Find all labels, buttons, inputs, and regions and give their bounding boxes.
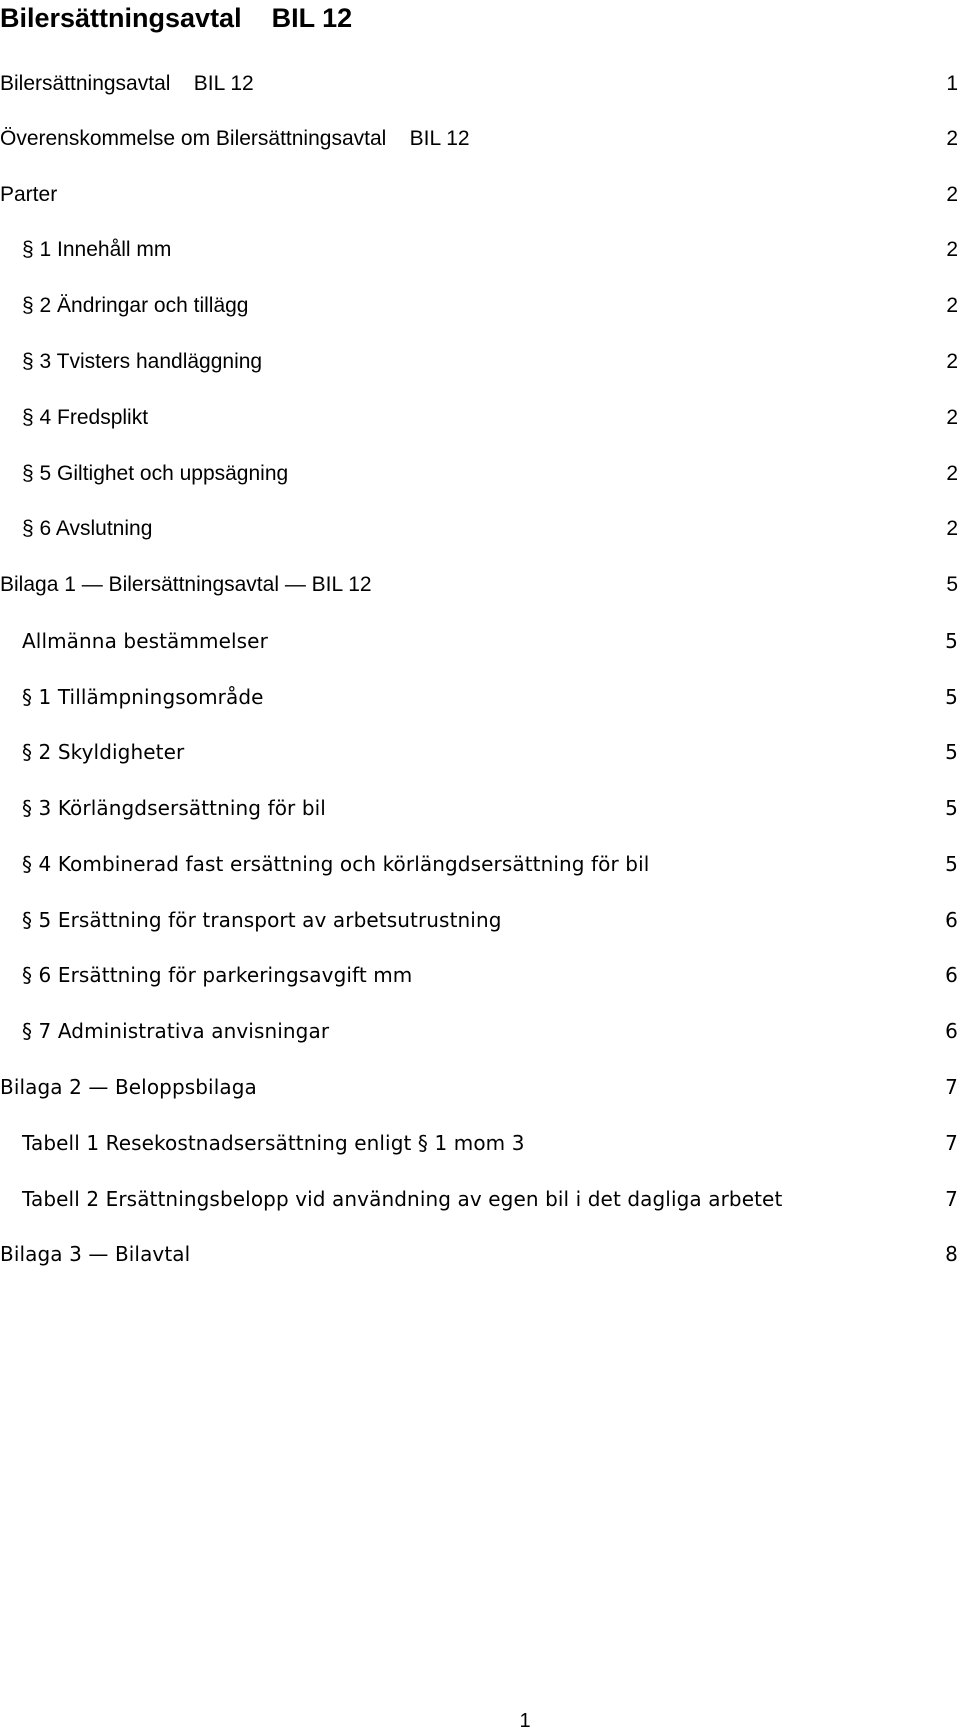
toc-entry-label: § 2 Ändringar och tillägg [22,294,249,317]
toc-entry-label: Överenskommelse om Bilersättningsavtal BIL 12 [0,127,470,150]
toc-entry-label: § 1 Tillämpningsområde [22,685,264,709]
toc-entry-label: § 6 Ersättning för parkeringsavgift mm [22,963,413,987]
toc-entry[interactable] [0,402,960,434]
toc-entry-page: 6 [945,908,958,932]
toc-entry[interactable] [0,681,960,713]
toc-entry-label: § 5 Giltighet och uppsägning [22,462,289,485]
toc-entry-label: Bilaga 3 — Bilavtal [0,1242,191,1266]
toc-entry[interactable] [0,1071,960,1103]
toc-entry-label: § 7 Administrativa anvisningar [22,1019,330,1043]
toc-entry-page: 2 [946,238,958,261]
toc-entry-label: § 3 Tvisters handläggning [22,350,263,373]
toc-entry-label: § 3 Körlängdsersättning för bil [22,796,326,820]
toc-entry-label: Tabell 1 Resekostnadsersättning enligt § 1 mom 3 [22,1131,525,1155]
toc-entry-label: Bilaga 2 — Beloppsbilaga [0,1075,257,1099]
toc-entry[interactable] [0,1127,960,1159]
toc-entry-page: 2 [946,350,958,373]
toc-entry[interactable] [0,1015,960,1047]
toc-entry-label: Bilersättningsavtal BIL 12 [0,72,254,95]
toc-entry-page: 5 [945,685,958,709]
toc-entry[interactable] [0,458,960,490]
document-title: Bilersättningsavtal BIL 12 [0,3,353,33]
toc-entry-label: § 4 Fredsplikt [22,406,149,429]
toc-entry-page: 2 [946,517,958,540]
toc-entry[interactable] [0,848,960,880]
toc-entry[interactable] [0,792,960,824]
toc-entry-label: § 4 Kombinerad fast ersättning och körlängdsersättning för bil [22,852,650,876]
toc-entry-page: 5 [945,740,958,764]
toc-entry-label: Bilaga 1 — Bilersättningsavtal — BIL 12 [0,573,372,596]
toc-entry-label: § 6 Avslutning [22,517,153,540]
toc-entry[interactable] [0,736,960,768]
toc-entry-page: 6 [945,1019,958,1043]
toc-entry-page: 5 [945,852,958,876]
toc-entry-page: 2 [946,462,958,485]
toc-entry-label: Allmänna bestämmelser [22,629,268,653]
page-number: 1 [519,1710,531,1732]
toc-entry[interactable] [0,959,960,991]
toc-entry[interactable] [0,234,960,266]
toc-entry-label: Tabell 2 Ersättningsbelopp vid användning av egen bil i det dagliga arbetet [22,1187,783,1211]
toc-entry-page: 7 [945,1131,958,1155]
toc-entry[interactable] [0,513,960,545]
toc-entry-label: Parter [0,183,58,206]
toc-entry-label: § 5 Ersättning för transport av arbetsutrustning [22,908,502,932]
toc-entry-label: § 1 Innehåll mm [22,238,172,261]
toc-entry[interactable] [0,68,960,100]
toc-entry-page: 6 [945,963,958,987]
toc-entry[interactable] [0,346,960,378]
toc-entry-label: § 2 Skyldigheter [22,740,185,764]
toc-entry-page: 2 [946,294,958,317]
toc-entry-page: 7 [945,1075,958,1099]
toc-entry[interactable] [0,1238,960,1270]
toc-entry-page: 2 [946,406,958,429]
toc-entry-page: 5 [946,573,958,596]
toc-entry[interactable] [0,904,960,936]
toc-entry[interactable] [0,123,960,155]
toc-entry-page: 1 [946,72,958,95]
toc-entry[interactable] [0,569,960,601]
toc-entry[interactable] [0,290,960,322]
toc-entry[interactable] [0,179,960,211]
toc-entry-page: 8 [945,1242,958,1266]
toc-entry-page: 5 [945,629,958,653]
toc-entry-page: 7 [945,1187,958,1211]
toc-entry[interactable] [0,1183,960,1215]
toc-entry-page: 2 [946,127,958,150]
toc-entry[interactable] [0,625,960,657]
toc-entry-page: 5 [945,796,958,820]
toc-entry-page: 2 [946,183,958,206]
